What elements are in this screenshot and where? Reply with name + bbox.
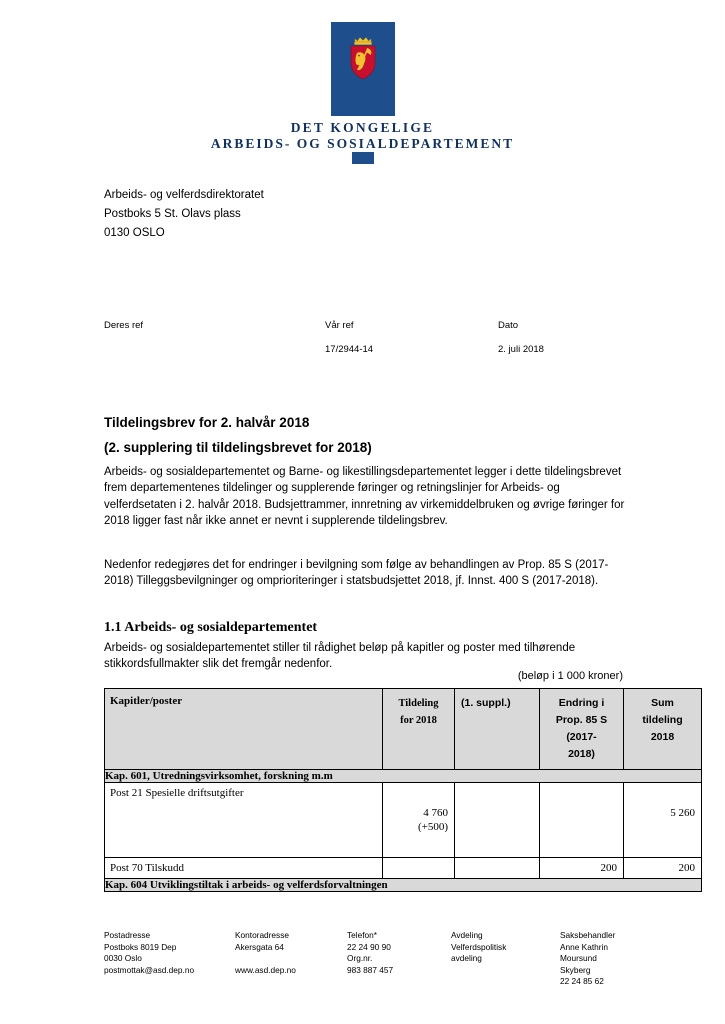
dato-label: Dato xyxy=(498,320,519,331)
paragraph-3: Arbeids- og sosialdepartementet stiller til rådighet beløp på kapitler og poster med tilhørende stikkordsfullmakter slik det fremgår nedenfor. xyxy=(104,642,576,671)
footer-orgnr-l4: 983 887 457 xyxy=(347,964,394,975)
row-sum-post-70: 200 xyxy=(624,858,702,879)
row-label-post-21: Post 21 Spesielle driftsutgifter xyxy=(105,783,383,858)
footer-kontoradresse-l3 xyxy=(235,953,296,965)
footer-saksbehandler-l2: Anne Kathrin xyxy=(560,941,608,952)
footer-kontoradresse-l1: Kontoradresse xyxy=(235,930,289,940)
document-title: Tildelingsbrev for 2. halvår 2018 xyxy=(104,415,310,430)
allocation-table xyxy=(104,688,702,892)
footer-kontoradresse-l2: Akersgata 64 xyxy=(235,941,284,952)
footer-avdeling-l1: Avdeling xyxy=(451,930,483,940)
section-label-kap-604: Kap. 604 Utviklingstiltak i arbeids- og velferdsforvaltningen xyxy=(105,879,702,892)
header-sum-line-1: Sum xyxy=(651,697,674,709)
footer-saksbehandler-l1: Saksbehandler xyxy=(560,930,616,940)
header-tildeling-line-2: for 2018 xyxy=(400,715,437,726)
row-tildeling-value: 4 760 xyxy=(423,807,448,819)
var-ref-column xyxy=(325,318,373,357)
footer-avdeling-l2: Velferdspolitisk xyxy=(451,941,507,952)
header-endring-line-2: Prop. 85 S xyxy=(555,714,608,726)
footer-saksbehandler-phone: 22 24 85 62 xyxy=(560,976,604,987)
footer-postadresse-l1: Postadresse xyxy=(104,930,151,940)
header-endring-prop xyxy=(540,689,624,770)
table-row xyxy=(105,783,702,858)
row-tildeling-post-70 xyxy=(383,858,455,879)
document-subtitle: (2. supplering til tildelingsbrevet for 2018) xyxy=(104,440,372,455)
paragraph-1: Arbeids- og sosialdepartementet og Barne- og likestillingsdepartementet legger i dette tildelingsbrevet frem departementenes tildelinger og supplerende føringer og retningslinjer for Arbeids- og velferdsetaten i 2. halvår 2018. Budsjettrammer, innretning av virkemiddelbruken og øvrige føringer for 2018 ligger fast når ikke annet er nevnt i supplerende tildelingsbrev. xyxy=(104,466,625,528)
letterhead xyxy=(0,22,725,164)
table-header-row xyxy=(105,689,702,770)
recipient-line-2: Postboks 5 St. Olavs plass xyxy=(104,208,241,220)
footer-avdeling-l3: avdeling xyxy=(451,953,482,964)
table-section-row xyxy=(105,879,702,892)
row-suppl-post-21 xyxy=(455,783,540,858)
var-ref-value: 17/2944-14 xyxy=(325,344,374,355)
footer-saksbehandler xyxy=(560,930,624,988)
row-label-post-70: Post 70 Tilskudd xyxy=(105,858,383,879)
table-section-row xyxy=(105,770,702,783)
row-endring-post-21 xyxy=(540,783,624,858)
footer-website-link[interactable]: www.asd.dep.no xyxy=(235,964,296,975)
header-sum-tildeling xyxy=(624,689,702,770)
header-endring-line-3: (2017- xyxy=(566,731,597,743)
row-tildeling-delta: (+500) xyxy=(417,821,448,833)
letterhead-line-2: ARBEIDS- OG SOSIALDEPARTEMENT xyxy=(210,135,515,151)
coat-of-arms-icon xyxy=(331,22,395,116)
row-endring-post-70: 200 xyxy=(540,858,624,879)
row-suppl-post-70 xyxy=(455,858,540,879)
dato-value: 2. juli 2018 xyxy=(498,344,544,355)
footer-avdeling xyxy=(451,930,506,965)
row-sum-post-21: 5 260 xyxy=(624,783,702,858)
letterhead-text xyxy=(211,120,514,152)
footer-orgnr-l3: Org.nr. xyxy=(347,953,373,964)
var-ref-label: Vår ref xyxy=(325,320,354,331)
footer-postadresse-l2: Postboks 8019 Dep xyxy=(104,941,177,952)
section-label-kap-601: Kap. 601, Utredningsvirksomhet, forskning m.m xyxy=(105,770,702,783)
footer-telefon xyxy=(347,930,393,976)
paragraph-2: Nedenfor redegjøres det for endringer i bevilgning som følge av behandlingen av Prop. 85 S (2017-2018) Tilleggsbevilgninger og omprioriteringer i statsbudsjettet 2018, jf. Innst. 400 S (2017-2018). xyxy=(104,559,609,588)
header-endring-line-4: 2018) xyxy=(568,748,595,760)
recipient-line-1: Arbeids- og velferdsdirektoratet xyxy=(104,189,264,201)
deres-ref-column xyxy=(104,318,143,342)
header-tildeling-2018 xyxy=(383,689,455,770)
table-row xyxy=(105,858,702,879)
section-heading-1-1: 1.1 Arbeids- og sosialdepartementet xyxy=(104,620,318,635)
footer-postadresse-email[interactable]: postmottak@asd.dep.no xyxy=(104,964,195,975)
header-sum-line-2: tildeling xyxy=(642,714,683,726)
footer-postadresse xyxy=(104,930,194,976)
recipient-address xyxy=(104,186,264,243)
dato-column xyxy=(498,318,544,357)
header-first-supplement: (1. suppl.) xyxy=(455,689,540,770)
footer-kontoradresse xyxy=(235,930,296,976)
footer-telefon-l2: 22 24 90 90 xyxy=(347,941,391,952)
header-kapitler-poster: Kapitler/poster xyxy=(105,689,383,770)
footer-postadresse-l3: 0030 Oslo xyxy=(104,953,142,964)
footer-saksbehandler-l3: Moursund Skyberg xyxy=(560,953,597,975)
header-sum-line-3: 2018 xyxy=(650,731,675,743)
row-tildeling-post-21 xyxy=(383,783,455,858)
shield-icon xyxy=(345,35,381,81)
deres-ref-label: Deres ref xyxy=(104,320,144,331)
amount-unit-note: (beløp i 1 000 kroner) xyxy=(517,670,623,682)
recipient-line-3: 0130 OSLO xyxy=(104,227,165,239)
letterhead-line-1: DET KONGELIGE xyxy=(290,120,435,135)
header-tildeling-line-1: Tildeling xyxy=(398,698,439,709)
letterhead-band-foot xyxy=(352,152,374,164)
footer-telefon-l1: Telefon* xyxy=(347,930,377,940)
header-endring-line-1: Endring i xyxy=(558,697,605,709)
